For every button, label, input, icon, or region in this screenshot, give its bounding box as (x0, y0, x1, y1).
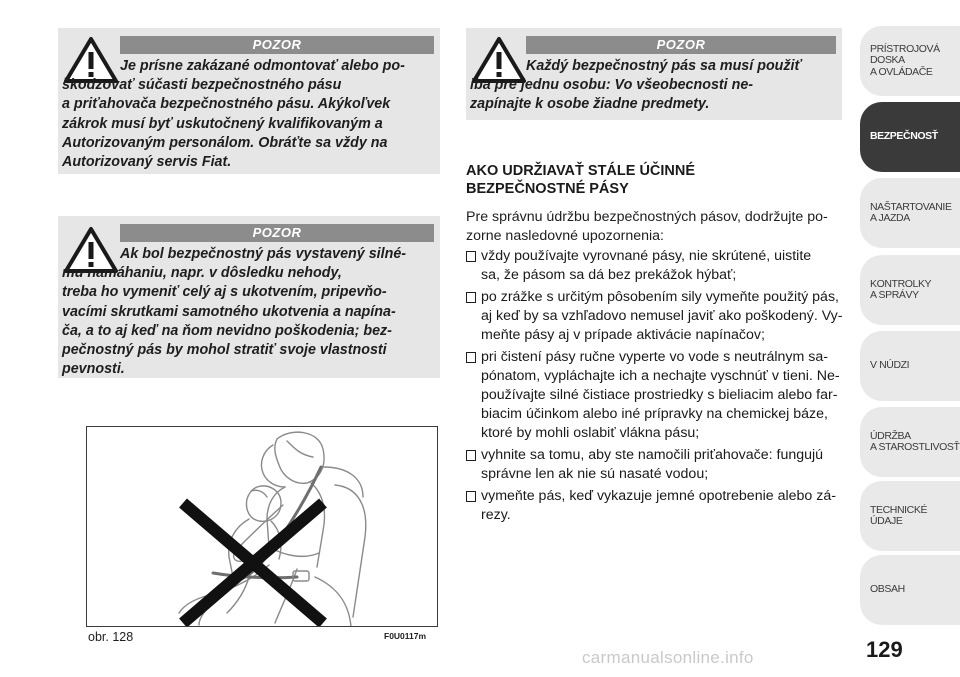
warning-text: Je prísne zakázané odmontovať alebo po- škodzovať súčasti bezpečnostného pásu a priťahovača bezpečnostného pásu. Akýkoľvek zákrok musí byť uskutočnený kvalifikovaným a Autorizovaným personálom. Obráťte sa vždy na Autorizovaný servis Fiat. (62, 58, 405, 171)
tab-label: KONTROLKY A SPRÁVY (870, 277, 932, 301)
tab-label: ÚDRŽBA A STAROSTLIVOSŤ (870, 429, 960, 453)
list-item (466, 487, 848, 525)
figure-caption: obr. 128 (88, 630, 134, 644)
figure-illustration (86, 426, 438, 627)
list-item (466, 446, 848, 484)
warning-title-bar: POZOR (526, 36, 836, 54)
list-item-text: vyhnite sa tomu, aby ste namočili priťahovače: fungujú správne len ak nie sú nasaté vodou; (481, 447, 824, 482)
maintenance-list (466, 247, 848, 528)
tab-label: NAŠTARTOVANIE A JAZDA (870, 200, 952, 224)
tab-obsah[interactable] (860, 555, 960, 625)
watermark: carmanualsonline.info (582, 648, 754, 667)
checkbox-bullet-icon (466, 251, 476, 262)
warning-box-3 (466, 28, 842, 120)
list-item-text: pri čistení pásy ručne vyperte vo vode s neutrálnym sa- pónatom, vypláchajte ich a nechajte vyschnúť v tieni. Ne- používajte silné čistiace prostriedky s bieliacim alebo far- biacim účinkom alebo iné prípravky na chemickej báze, ktoré by mohli oslabiť vlákna pásu; (481, 349, 840, 441)
warning-box-2 (58, 216, 440, 378)
checkbox-bullet-icon (466, 450, 476, 461)
checkbox-bullet-icon (466, 352, 476, 363)
tab-label: OBSAH (870, 583, 905, 596)
section-intro: Pre správnu údržbu bezpečnostných pásov, dodržujte po- zorne nasledovné upozornenia: (466, 209, 828, 244)
list-item-text: vždy používajte vyrovnané pásy, nie skrútené, uistite sa, že pásom sa dá bez prekážok hýbať; (481, 248, 812, 283)
tab-technicke-udaje[interactable] (860, 481, 960, 551)
tab-label: V NÚDZI (870, 359, 910, 372)
tab-pristrojova-doska[interactable] (860, 26, 960, 96)
tab-label: BEZPEČNOSŤ (870, 130, 938, 143)
tab-udrzba[interactable] (860, 407, 960, 477)
warning-title-bar: POZOR (120, 36, 434, 54)
list-item-text: po zrážke s určitým pôsobením sily vymeňte použitý pás, aj keď by sa vzhľadovo nemusel javiť ako poškodený. Vy- meňte pásy aj v prípade aktivácie napínačov; (481, 289, 843, 343)
list-item-text: vymeňte pás, keď vykazuje jemné opotrebenie alebo zá- rezy. (481, 488, 836, 523)
warning-title-bar: POZOR (120, 224, 434, 242)
warning-box-1 (58, 28, 440, 174)
checkbox-bullet-icon (466, 491, 476, 502)
tab-nastartovanie[interactable] (860, 178, 960, 248)
list-item (466, 348, 848, 443)
tab-label: PRÍSTROJOVÁ DOSKA A OVLÁDAČE (870, 42, 940, 78)
tab-bezpecnost[interactable] (860, 102, 960, 172)
tab-v-nudzi[interactable] (860, 331, 960, 401)
warning-text: Každý bezpečnostný pás sa musí použiť iba pre jednu osobu: Vo všeobecnosti ne- zapínajte k osobe žiadne predmety. (470, 58, 802, 113)
page-number: 129 (866, 637, 903, 662)
child-on-lap-illustration (87, 427, 438, 627)
figure-code: F0U0117m (384, 631, 427, 641)
list-item (466, 288, 848, 345)
list-item (466, 247, 848, 285)
checkbox-bullet-icon (466, 292, 476, 303)
tab-kontrolky[interactable] (860, 255, 960, 325)
tab-label: TECHNICKÉ ÚDAJE (870, 503, 928, 527)
warning-text: Ak bol bezpečnostný pás vystavený silné- mu namáhaniu, napr. v dôsledku nehody, treba ho vymeniť celý aj s ukotvením, pripevňo- vacími skrutkami samotného ukotvenia a napína- ča, a to aj keď na ňom nevidno poškodenia; bez- pečnostný pás by mohol stratiť svoje vlastnosti pevnosti. (62, 246, 407, 378)
section-title: AKO UDRŽIAVAŤ STÁLE ÚČINNÉ BEZPEČNOSTNÉ PÁSY (466, 163, 696, 197)
